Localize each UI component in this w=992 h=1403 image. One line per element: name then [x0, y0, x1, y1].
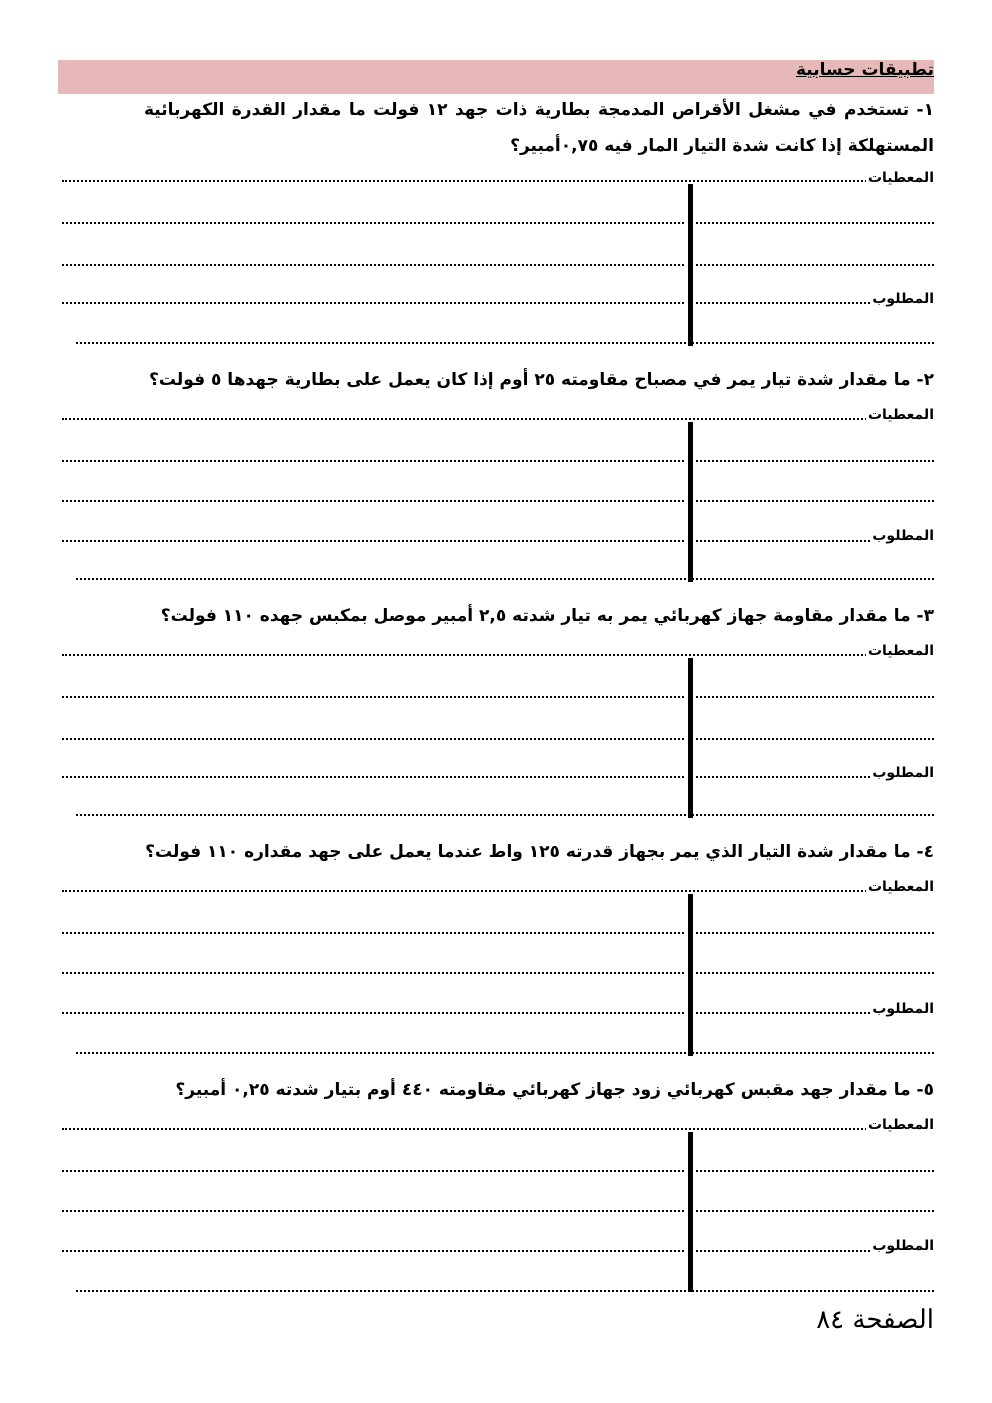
- answer-line[interactable]: [62, 222, 684, 224]
- answer-line[interactable]: [696, 500, 934, 502]
- column-divider: [688, 422, 693, 582]
- answer-line[interactable]: [62, 302, 684, 304]
- answer-line[interactable]: [62, 1250, 684, 1252]
- column-divider: [688, 894, 693, 1056]
- question-3: ٣- ما مقدار مقاومة جهاز كهربائي يمر به تيار شدته ٢,٥ أمبير موصل بمكبس جهده ١١٠ فولت؟: [160, 606, 934, 626]
- question-5: ٥- ما مقدار جهد مقبس كهربائي زود جهاز كهربائي مقاومته ٤٤٠ أوم بتيار شدته ٠,٢٥ أمبير؟: [175, 1080, 934, 1100]
- answer-line[interactable]: [62, 180, 934, 182]
- givens-label: المعطيات: [867, 879, 934, 895]
- answer-line[interactable]: [62, 540, 684, 542]
- question-1: ١- تستخدم في مشغل الأقراص المدمجة بطارية ذات جهد ١٢ فولت ما مقدار القدرة الكهربائية المستهلكة إذا كانت شدة التيار المار فيه ٠,٧٥أمبير؟: [144, 100, 934, 156]
- section-title: تطبيقات حسابية: [795, 60, 934, 80]
- answer-line[interactable]: [62, 890, 934, 892]
- required-label: المطلوب: [872, 1001, 934, 1017]
- answer-line[interactable]: [696, 460, 934, 462]
- answer-line[interactable]: [62, 972, 684, 974]
- column-divider: [688, 184, 693, 346]
- givens-label: المعطيات: [867, 1117, 934, 1133]
- column-divider: [688, 658, 693, 818]
- answer-line[interactable]: [696, 738, 934, 740]
- question-4: ٤- ما مقدار شدة التيار الذي يمر بجهاز قدرته ١٢٥ واط عندما يعمل على جهد مقداره ١١٠ فولت؟: [145, 842, 934, 862]
- answer-line[interactable]: [696, 972, 934, 974]
- answer-line[interactable]: [76, 1052, 934, 1054]
- answer-line[interactable]: [62, 654, 934, 656]
- answer-line[interactable]: [62, 460, 684, 462]
- answer-line[interactable]: [76, 1290, 934, 1292]
- answer-line[interactable]: [62, 1128, 934, 1130]
- required-label: المطلوب: [872, 1238, 934, 1254]
- required-label: المطلوب: [872, 765, 934, 781]
- givens-label: المعطيات: [867, 643, 934, 659]
- answer-line[interactable]: [696, 1210, 934, 1212]
- answer-line[interactable]: [696, 264, 934, 266]
- answer-line[interactable]: [76, 342, 934, 344]
- answer-line[interactable]: [76, 814, 934, 816]
- givens-label: المعطيات: [867, 407, 934, 423]
- answer-line[interactable]: [62, 418, 934, 420]
- answer-line[interactable]: [62, 696, 684, 698]
- answer-line[interactable]: [696, 696, 934, 698]
- answer-line[interactable]: [62, 1012, 684, 1014]
- answer-line[interactable]: [696, 1170, 934, 1172]
- answer-line[interactable]: [62, 1210, 684, 1212]
- required-label: المطلوب: [872, 528, 934, 544]
- answer-line[interactable]: [696, 932, 934, 934]
- column-divider: [688, 1132, 693, 1292]
- page-number: الصفحة ٨٤: [816, 1305, 934, 1335]
- answer-line[interactable]: [76, 578, 934, 580]
- givens-label: المعطيات: [867, 170, 934, 186]
- answer-line[interactable]: [62, 738, 684, 740]
- answer-line[interactable]: [62, 776, 684, 778]
- answer-line[interactable]: [696, 222, 934, 224]
- answer-line[interactable]: [62, 264, 684, 266]
- answer-line[interactable]: [62, 500, 684, 502]
- answer-line[interactable]: [62, 932, 684, 934]
- required-label: المطلوب: [872, 291, 934, 307]
- question-2: ٢- ما مقدار شدة تيار يمر في مصباح مقاومته ٢٥ أوم إذا كان يعمل على بطارية جهدها ٥ فولت؟: [149, 370, 934, 390]
- answer-line[interactable]: [62, 1170, 684, 1172]
